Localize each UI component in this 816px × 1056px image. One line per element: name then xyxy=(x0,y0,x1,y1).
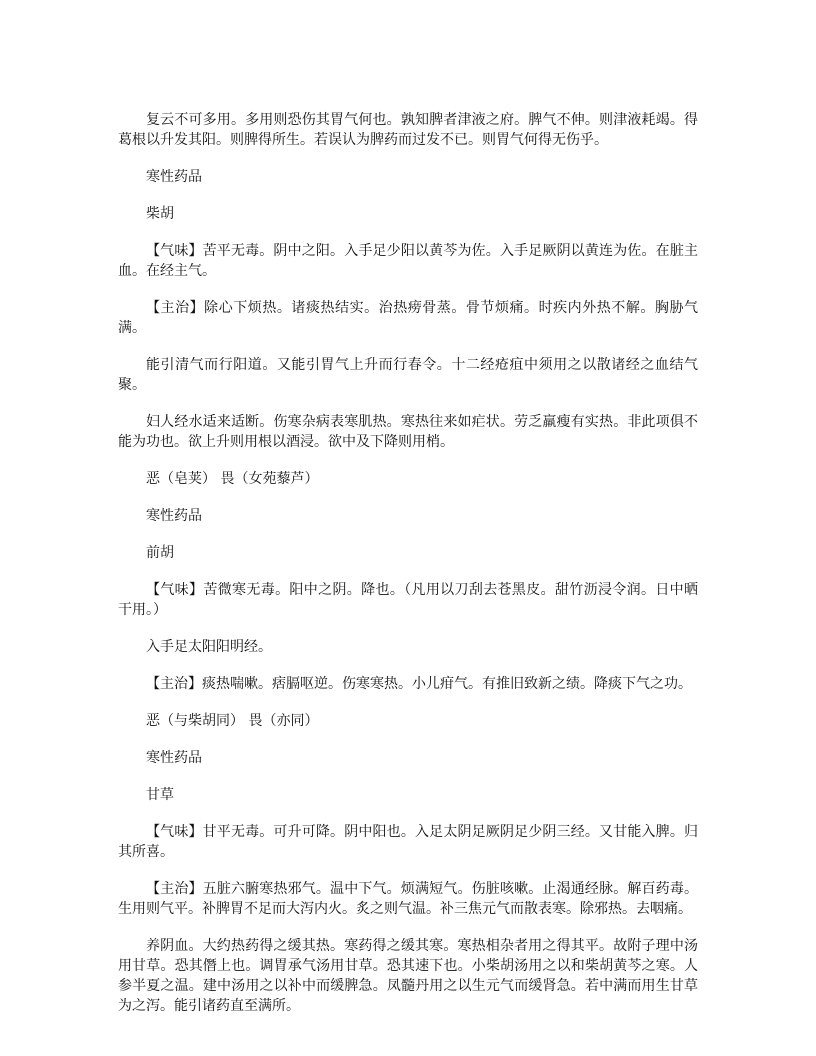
paragraph: 恶（与柴胡同） 畏（亦同） xyxy=(146,713,319,729)
paragraph: 养阴血。大约热药得之缓其热。寒药得之缓其寒。寒热相杂者用之得其平。故附子理中汤用甘草。恐其僭上也。调胃承气汤用甘草。恐其速下也。小柴胡汤用之以和柴胡黄芩之寒。人参半夏之温。建中汤用之以补中而缓脾急。凤髓丹用之以生元气而缓肾急。若中满而用生甘草为之泻。能引诸药直至满所。 xyxy=(118,938,698,1014)
paragraph: 【气味】苦微寒无毒。阳中之阴。降也。（凡用以刀刮去苍黑皮。甜竹沥浸令润。日中晒干用。） xyxy=(118,582,698,618)
paragraph: 复云不可多用。多用则恐伤其胃气何也。孰知脾者津液之府。脾气不伸。则津液耗竭。得葛根以升发其阳。则脾得所生。若误认为脾药而过发不已。则胃气何得无伤乎。 xyxy=(118,112,698,148)
paragraph: 能引清气而行阳道。又能引胃气上升而行春令。十二经疮疽中须用之以散诸经之血结气聚。 xyxy=(118,357,698,393)
paragraph: 【气味】苦平无毒。阴中之阳。入手足少阳以黄芩为佐。入手足厥阴以黄连为佐。在脏主血。在经主气。 xyxy=(118,243,698,279)
section-heading: 寒性药品 xyxy=(146,169,202,185)
paragraph: 妇人经水适来适断。伤寒杂病表寒肌热。寒热往来如疟状。劳乏羸瘦有实热。非此项俱不能为功也。欲上升则用根以酒浸。欲中及下降则用梢。 xyxy=(118,414,698,450)
section-heading: 寒性药品 xyxy=(146,750,202,766)
paragraph: 恶（皂荚） 畏（女苑藜芦） xyxy=(146,471,319,487)
paragraph: 【主治】除心下烦热。诸痰热结实。治热痨骨蒸。骨节烦痛。时疾内外热不解。胸胁气满。 xyxy=(118,300,698,336)
herb-name: 柴胡 xyxy=(146,206,174,222)
herb-name: 前胡 xyxy=(146,545,174,561)
paragraph: 【气味】甘平无毒。可升可降。阴中阳也。入足太阴足厥阴足少阴三经。又甘能入脾。归其所喜。 xyxy=(118,824,698,860)
paragraph: 【主治】痰热喘嗽。痞膈呕逆。伤寒寒热。小儿疳气。有推旧致新之绩。降痰下气之功。 xyxy=(146,676,692,692)
section-heading: 寒性药品 xyxy=(146,508,202,524)
paragraph: 【主治】五脏六腑寒热邪气。温中下气。烦满短气。伤脏咳嗽。止渴通经脉。解百药毒。生用则气平。补脾胃不足而大泻内火。炙之则气温。补三焦元气而散表寒。除邪热。去咽痛。 xyxy=(118,881,698,917)
paragraph: 入手足太阳阳明经。 xyxy=(146,639,272,655)
document-body xyxy=(118,110,698,1033)
herb-name: 甘草 xyxy=(146,787,174,803)
